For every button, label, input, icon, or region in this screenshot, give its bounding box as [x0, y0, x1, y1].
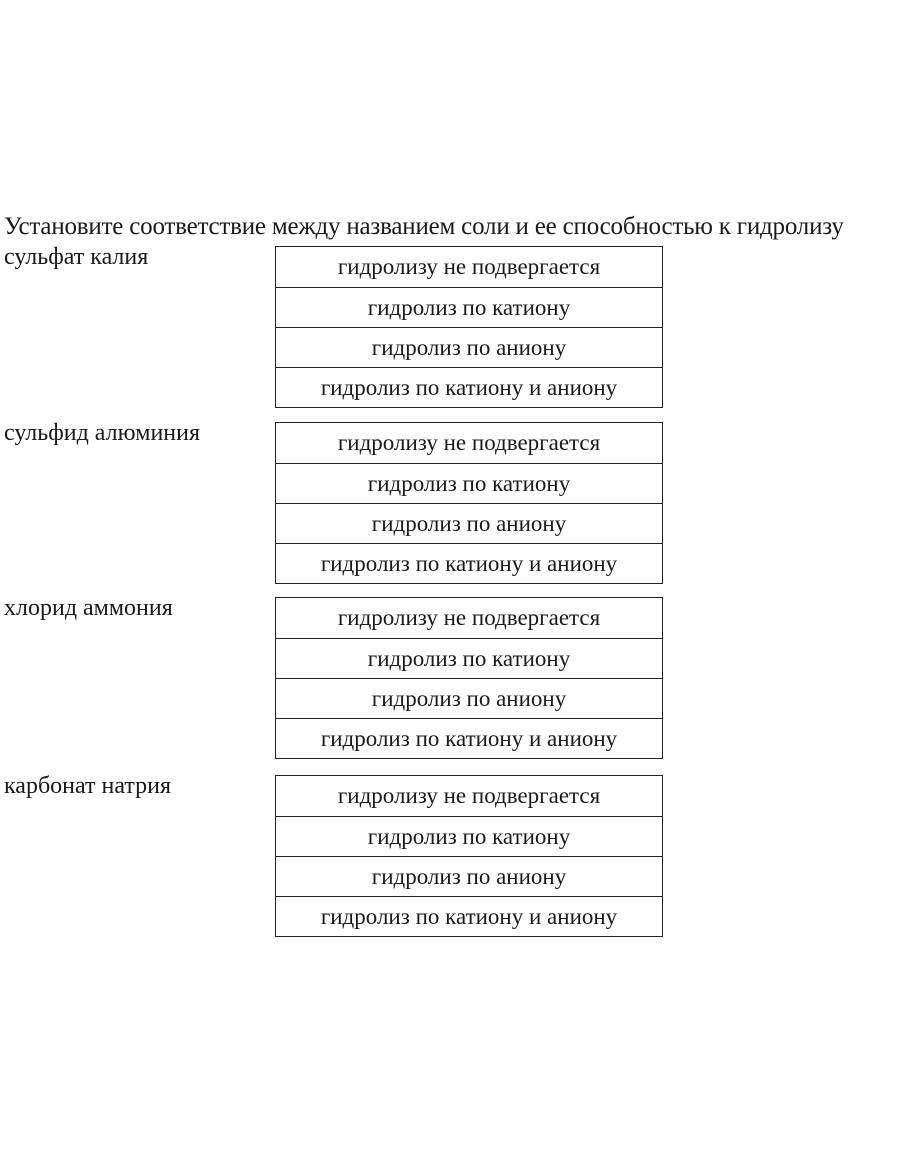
- option-no-hydrolysis[interactable]: гидролизу не подвергается: [337, 783, 601, 808]
- option-cation-anion-hydrolysis[interactable]: гидролиз по катиону и аниону: [276, 367, 662, 407]
- option-no-hydrolysis[interactable]: гидролизу не подвергается: [337, 254, 601, 279]
- option-anion-hydrolysis[interactable]: гидролиз по аниону: [276, 503, 662, 543]
- option-cation-hydrolysis[interactable]: гидролиз по катиону: [276, 463, 662, 503]
- options-table: [275, 775, 663, 937]
- option-cation-anion-hydrolysis[interactable]: гидролиз по катиону и аниону: [276, 896, 662, 936]
- option-anion-hydrolysis[interactable]: гидролиз по аниону: [276, 678, 662, 718]
- task-title: Установите соответствие между названием соли и ее способностью к гидролизу: [4, 213, 844, 240]
- salt-name: карбонат натрия: [4, 773, 172, 799]
- salt-name: сульфид алюминия: [4, 420, 201, 446]
- options-table: [275, 422, 663, 584]
- option-no-hydrolysis[interactable]: гидролизу не подвергается: [337, 605, 601, 630]
- salt-name: сульфат калия: [4, 244, 149, 270]
- option-cation-anion-hydrolysis[interactable]: гидролиз по катиону и аниону: [276, 543, 662, 583]
- option-cation-hydrolysis[interactable]: гидролиз по катиону: [276, 638, 662, 678]
- option-cation-hydrolysis[interactable]: гидролиз по катиону: [276, 287, 662, 327]
- option-no-hydrolysis[interactable]: гидролизу не подвергается: [337, 430, 601, 455]
- options-table: [275, 246, 663, 408]
- option-cation-anion-hydrolysis[interactable]: гидролиз по катиону и аниону: [276, 718, 662, 758]
- option-anion-hydrolysis[interactable]: гидролиз по аниону: [276, 327, 662, 367]
- options-table: [275, 597, 663, 759]
- option-anion-hydrolysis[interactable]: гидролиз по аниону: [276, 856, 662, 896]
- salt-name: хлорид аммония: [4, 595, 173, 621]
- option-cation-hydrolysis[interactable]: гидролиз по катиону: [276, 816, 662, 856]
